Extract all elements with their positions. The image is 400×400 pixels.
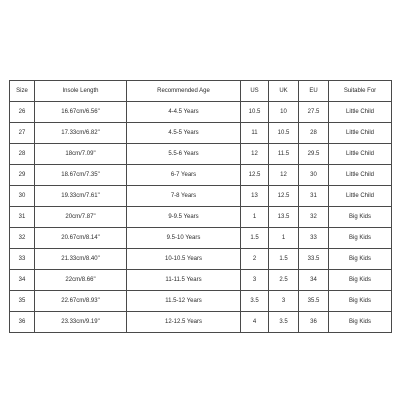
col-header-us: US <box>241 81 269 102</box>
size-chart-table <box>9 80 392 333</box>
cell-suitable-for: Big Kids <box>329 249 392 270</box>
cell-us: 11 <box>241 123 269 144</box>
table-row <box>10 165 392 186</box>
cell-size: 36 <box>10 312 35 333</box>
cell-uk: 3.5 <box>269 312 299 333</box>
cell-suitable-for: Little Child <box>329 186 392 207</box>
cell-us: 13 <box>241 186 269 207</box>
table-row <box>10 186 392 207</box>
col-header-suitable-for: Suitable For <box>329 81 392 102</box>
cell-eu: 27.5 <box>299 102 329 123</box>
cell-size: 32 <box>10 228 35 249</box>
cell-eu: 29.5 <box>299 144 329 165</box>
table-row <box>10 249 392 270</box>
col-header-eu: EU <box>299 81 329 102</box>
cell-size: 33 <box>10 249 35 270</box>
cell-size: 35 <box>10 291 35 312</box>
cell-eu: 33 <box>299 228 329 249</box>
cell-us: 2 <box>241 249 269 270</box>
cell-size: 26 <box>10 102 35 123</box>
col-header-recommended-age: Recommended Age <box>127 81 241 102</box>
cell-eu: 35.5 <box>299 291 329 312</box>
header-row <box>10 81 392 102</box>
cell-size: 31 <box>10 207 35 228</box>
cell-suitable-for: Big Kids <box>329 291 392 312</box>
cell-uk: 2.5 <box>269 270 299 291</box>
table-body <box>10 102 392 333</box>
table-row <box>10 123 392 144</box>
cell-recommended-age: 6-7 Years <box>127 165 241 186</box>
col-header-uk: UK <box>269 81 299 102</box>
cell-us: 10.5 <box>241 102 269 123</box>
cell-suitable-for: Little Child <box>329 102 392 123</box>
cell-us: 1.5 <box>241 228 269 249</box>
cell-insole-length: 20cm/7.87" <box>35 207 127 228</box>
cell-eu: 28 <box>299 123 329 144</box>
cell-uk: 1 <box>269 228 299 249</box>
table-header <box>10 81 392 102</box>
cell-recommended-age: 10-10.5 Years <box>127 249 241 270</box>
cell-insole-length: 20.67cm/8.14" <box>35 228 127 249</box>
cell-insole-length: 18cm/7.09" <box>35 144 127 165</box>
cell-insole-length: 16.67cm/6.56" <box>35 102 127 123</box>
cell-us: 4 <box>241 312 269 333</box>
cell-size: 30 <box>10 186 35 207</box>
cell-eu: 33.5 <box>299 249 329 270</box>
cell-recommended-age: 7-8 Years <box>127 186 241 207</box>
cell-us: 3 <box>241 270 269 291</box>
cell-size: 29 <box>10 165 35 186</box>
cell-uk: 1.5 <box>269 249 299 270</box>
cell-recommended-age: 5.5-6 Years <box>127 144 241 165</box>
cell-uk: 12 <box>269 165 299 186</box>
cell-uk: 10 <box>269 102 299 123</box>
cell-uk: 11.5 <box>269 144 299 165</box>
cell-insole-length: 22cm/8.66" <box>35 270 127 291</box>
table-row <box>10 270 392 291</box>
cell-eu: 36 <box>299 312 329 333</box>
cell-recommended-age: 4.5-5 Years <box>127 123 241 144</box>
cell-us: 12.5 <box>241 165 269 186</box>
cell-us: 1 <box>241 207 269 228</box>
cell-insole-length: 22.67cm/8.93" <box>35 291 127 312</box>
table-row <box>10 291 392 312</box>
table-row <box>10 144 392 165</box>
col-header-insole-length: Insole Length <box>35 81 127 102</box>
cell-recommended-age: 12-12.5 Years <box>127 312 241 333</box>
cell-suitable-for: Little Child <box>329 144 392 165</box>
cell-uk: 3 <box>269 291 299 312</box>
cell-suitable-for: Big Kids <box>329 228 392 249</box>
cell-recommended-age: 4-4.5 Years <box>127 102 241 123</box>
cell-recommended-age: 11-11.5 Years <box>127 270 241 291</box>
table-row <box>10 207 392 228</box>
cell-eu: 34 <box>299 270 329 291</box>
cell-suitable-for: Little Child <box>329 165 392 186</box>
cell-insole-length: 18.67cm/7.35" <box>35 165 127 186</box>
cell-insole-length: 23.33cm/9.19" <box>35 312 127 333</box>
cell-uk: 12.5 <box>269 186 299 207</box>
cell-recommended-age: 9.5-10 Years <box>127 228 241 249</box>
table-row <box>10 312 392 333</box>
cell-suitable-for: Big Kids <box>329 312 392 333</box>
cell-size: 28 <box>10 144 35 165</box>
cell-us: 3.5 <box>241 291 269 312</box>
cell-suitable-for: Big Kids <box>329 207 392 228</box>
table-row <box>10 102 392 123</box>
cell-eu: 32 <box>299 207 329 228</box>
col-header-size: Size <box>10 81 35 102</box>
cell-uk: 13.5 <box>269 207 299 228</box>
cell-eu: 31 <box>299 186 329 207</box>
cell-recommended-age: 9-9.5 Years <box>127 207 241 228</box>
cell-recommended-age: 11.5-12 Years <box>127 291 241 312</box>
table-row <box>10 228 392 249</box>
cell-us: 12 <box>241 144 269 165</box>
cell-insole-length: 19.33cm/7.61" <box>35 186 127 207</box>
cell-eu: 30 <box>299 165 329 186</box>
cell-insole-length: 17.33cm/6.82" <box>35 123 127 144</box>
cell-size: 27 <box>10 123 35 144</box>
size-chart <box>9 80 391 333</box>
cell-suitable-for: Little Child <box>329 123 392 144</box>
cell-size: 34 <box>10 270 35 291</box>
cell-suitable-for: Big Kids <box>329 270 392 291</box>
cell-uk: 10.5 <box>269 123 299 144</box>
cell-insole-length: 21.33cm/8.40" <box>35 249 127 270</box>
